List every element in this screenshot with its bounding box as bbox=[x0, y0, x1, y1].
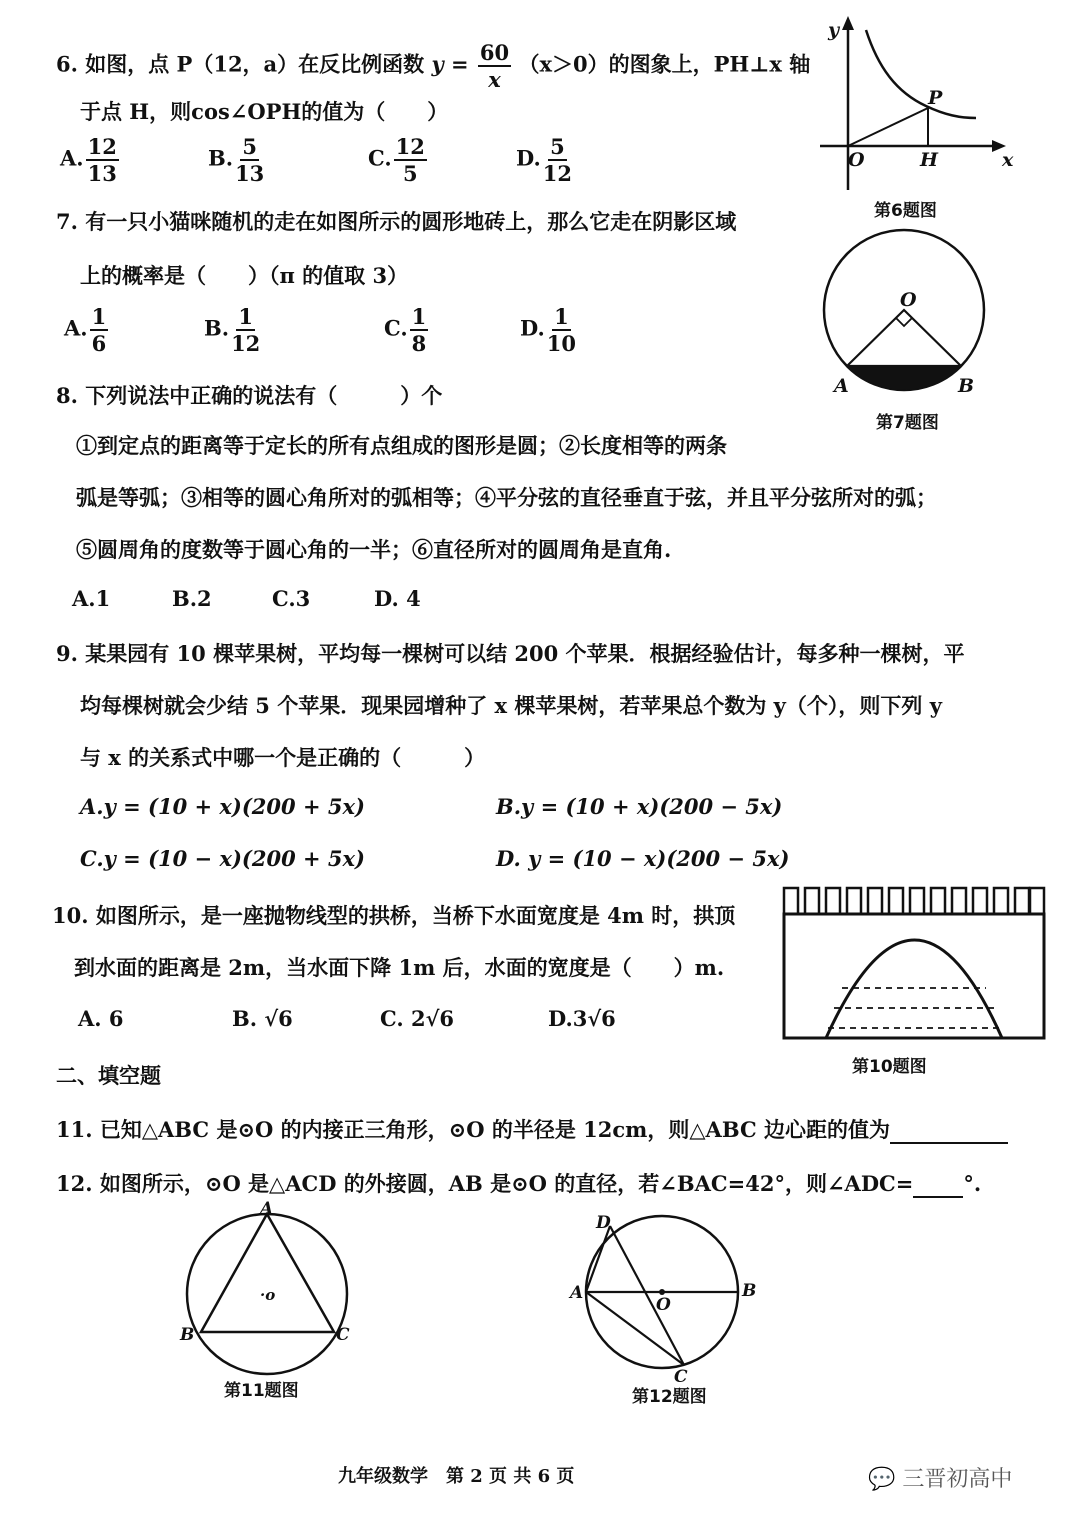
fig7-right-angle-mark bbox=[896, 318, 912, 326]
q6-option-c-num: 12 bbox=[395, 134, 425, 159]
q11-answer-blank[interactable] bbox=[890, 1120, 1008, 1144]
watermark-text: 三晋初高中 bbox=[902, 1467, 1013, 1492]
section2-heading: 二、填空题 bbox=[56, 1063, 161, 1088]
q6-option-b-label: B. bbox=[208, 145, 234, 171]
q7-option-b-den: 12 bbox=[231, 331, 261, 356]
q6-func-fraction bbox=[478, 42, 511, 90]
q7-option-c-num: 1 bbox=[411, 304, 427, 329]
q7-option-a-num: 1 bbox=[91, 304, 107, 329]
q6-option-c-den: 5 bbox=[402, 161, 418, 186]
fig6-label-p: P bbox=[928, 87, 943, 109]
fig7-radii bbox=[847, 310, 961, 366]
fig7-label-o: O bbox=[900, 289, 917, 311]
q6-option-a-num: 12 bbox=[87, 134, 117, 159]
q6-option-a-fraction bbox=[86, 136, 119, 184]
fig11-triangle-abc bbox=[201, 1214, 334, 1332]
fig12-label-o: O bbox=[656, 1295, 671, 1315]
q6-option-b-num: 5 bbox=[242, 134, 257, 159]
q7-option-c[interactable] bbox=[384, 306, 428, 354]
q9-line2: 均每棵树就会少结 5 个苹果．现果园增种了 x 棵苹果树，若苹果总个数为 y（个），则下列 y bbox=[80, 693, 942, 718]
q7-option-a-label: A. bbox=[64, 315, 88, 341]
fig11-label-a: A bbox=[260, 1199, 274, 1219]
q10-option-b[interactable]: B. √6 bbox=[232, 1006, 293, 1031]
fig11-caption: 第11题图 bbox=[224, 1381, 299, 1401]
wechat-icon: 💬 bbox=[868, 1467, 896, 1492]
q6-option-c-label: C. bbox=[368, 145, 392, 171]
fig6-label-h: H bbox=[920, 149, 938, 171]
q7-option-c-den: 8 bbox=[411, 331, 427, 356]
q6-option-a-label: A. bbox=[60, 145, 84, 171]
fig7-label-b: B bbox=[958, 375, 975, 397]
fig7-label-a: A bbox=[834, 375, 849, 397]
q7-line2: 上的概率是（ ）（π 的值取 3） bbox=[80, 263, 409, 288]
fig6-label-y: y bbox=[828, 19, 840, 41]
q8-option-c[interactable]: C.3 bbox=[272, 586, 311, 611]
q6-option-d[interactable] bbox=[516, 136, 572, 184]
q7-option-b-num: 1 bbox=[238, 304, 253, 329]
fig12-chord-dc bbox=[610, 1226, 684, 1365]
q9-line3: 与 x 的关系式中哪一个是正确的（ ） bbox=[80, 745, 486, 770]
q7-option-b[interactable] bbox=[204, 306, 260, 354]
q6-option-d-num: 5 bbox=[550, 134, 565, 159]
q6-option-b-den: 13 bbox=[235, 161, 265, 186]
fig12-chord-ad bbox=[586, 1226, 610, 1292]
fig6-hyperbola-curve bbox=[866, 30, 976, 118]
q7-option-d-fraction bbox=[547, 306, 576, 354]
q7-option-b-fraction bbox=[231, 306, 260, 354]
q6-line1 bbox=[56, 42, 810, 90]
fig6-label-o: O bbox=[848, 149, 865, 171]
fig12-label-d: D bbox=[596, 1213, 611, 1233]
fig7-shaded-segment bbox=[847, 366, 961, 390]
fig7-circle-tile bbox=[818, 230, 998, 400]
q6-line1-post: （x＞0）的图象上，PH⊥x 轴 bbox=[518, 51, 811, 77]
q8-option-a[interactable]: A.1 bbox=[72, 586, 111, 611]
fig11-label-o: ·o bbox=[260, 1286, 276, 1304]
q8-line4: ⑤圆周角的度数等于圆心角的一半；⑥直径所对的圆周角是直角. bbox=[76, 537, 672, 562]
q6-option-d-den: 12 bbox=[542, 161, 573, 186]
q7-option-d-label: D. bbox=[520, 315, 545, 341]
q11-text bbox=[56, 1114, 1008, 1144]
q9-option-a[interactable]: A.y = (10 + x)(200 + 5x) bbox=[80, 794, 365, 819]
q6-option-c-fraction bbox=[394, 136, 427, 184]
q6-option-a-den: 13 bbox=[87, 161, 117, 186]
fig6-y-arrow bbox=[842, 16, 854, 30]
q7-option-c-label: C. bbox=[384, 315, 408, 341]
fig10-railing bbox=[784, 888, 1044, 914]
q8-line1: 8. 下列说法中正确的说法有（ ）个 bbox=[56, 383, 443, 408]
q7-option-d-num: 1 bbox=[554, 304, 569, 329]
q8-option-d[interactable]: D. 4 bbox=[374, 586, 421, 611]
q12-text-content: 12. 如图所示，⊙O 是△ACD 的外接圆，AB 是⊙O 的直径，若∠BAC=42°，则∠ADC= bbox=[56, 1171, 914, 1196]
q8-line3: 弧是等弧；③相等的圆心角所对的弧相等；④平分弦的直径垂直于弦，并且平分弦所对的弧； bbox=[76, 485, 937, 510]
fig6-label-x: x bbox=[1002, 149, 1014, 171]
page-footer: 九年级数学 第 2 页 共 6 页 bbox=[338, 1466, 575, 1487]
q7-line1: 7. 有一只小猫咪随机的走在如图所示的圆形地砖上，那么它走在阴影区域 bbox=[56, 209, 737, 234]
q12-text bbox=[56, 1168, 981, 1198]
fig7-caption: 第7题图 bbox=[876, 413, 939, 433]
q9-option-b[interactable]: B.y = (10 + x)(200 − 5x) bbox=[496, 794, 783, 819]
q6-option-a[interactable] bbox=[60, 136, 119, 184]
q6-line2: 于点 H，则cos∠OPH的值为（ ） bbox=[80, 99, 449, 124]
q10-option-c[interactable]: C. 2√6 bbox=[380, 1006, 454, 1031]
q6-line1-pre: 6. 如图，点 P（12，a）在反比例函数 bbox=[56, 51, 425, 77]
fig12-label-b: B bbox=[742, 1281, 757, 1301]
q10-option-d[interactable]: D.3√6 bbox=[548, 1006, 616, 1031]
q6-func-num: 60 bbox=[479, 40, 510, 65]
fig6-caption: 第6题图 bbox=[874, 201, 937, 221]
fig11-label-c: C bbox=[336, 1325, 350, 1345]
fig10-parabola-arch bbox=[826, 940, 1002, 1038]
q11-text-content: 11. 已知△ABC 是⊙O 的内接正三角形，⊙O 的半径是 12cm，则△ABC 边心距的值为 bbox=[56, 1117, 890, 1142]
q10-line1: 10. 如图所示，是一座抛物线型的拱桥，当桥下水面宽度是 4m 时，拱顶 bbox=[52, 903, 736, 928]
q6-option-d-label: D. bbox=[516, 145, 541, 171]
q8-option-b[interactable]: B.2 bbox=[172, 586, 212, 611]
q6-option-b-fraction bbox=[235, 136, 264, 184]
q9-option-c[interactable]: C.y = (10 − x)(200 + 5x) bbox=[80, 846, 365, 871]
q7-option-b-label: B. bbox=[204, 315, 230, 341]
q7-option-c-fraction bbox=[410, 306, 429, 354]
fig12-label-c: C bbox=[674, 1367, 688, 1387]
q6-func-var: y = bbox=[431, 51, 469, 77]
fig10-arch-bridge bbox=[780, 884, 1048, 1044]
fig11-circle-triangle bbox=[176, 1199, 366, 1378]
q8-line2: ①到定点的距离等于定长的所有点组成的图形是圆；②长度相等的两条 bbox=[76, 433, 727, 458]
q7-option-d[interactable] bbox=[520, 306, 576, 354]
fig10-bridge-body bbox=[784, 914, 1044, 1038]
fig6-segment-op bbox=[848, 108, 928, 146]
fig6-graph bbox=[800, 12, 1030, 202]
fig12-circle-diagram bbox=[566, 1208, 766, 1387]
q6-option-d-fraction bbox=[543, 136, 572, 184]
q7-option-a[interactable] bbox=[64, 306, 108, 354]
q6-option-b[interactable] bbox=[208, 136, 264, 184]
q7-option-a-den: 6 bbox=[91, 331, 107, 356]
q12-answer-blank[interactable] bbox=[913, 1174, 963, 1198]
q12-text-tail: °. bbox=[963, 1171, 982, 1196]
q10-option-a[interactable]: A. 6 bbox=[78, 1006, 124, 1031]
fig12-label-a: A bbox=[570, 1283, 584, 1303]
watermark bbox=[868, 1462, 1012, 1493]
q6-func-den: x bbox=[488, 67, 501, 92]
q10-line2: 到水面的距离是 2m，当水面下降 1m 后，水面的宽度是（ ）m. bbox=[74, 955, 725, 980]
fig11-label-b: B bbox=[180, 1325, 195, 1345]
fig10-caption: 第10题图 bbox=[852, 1057, 927, 1077]
q6-option-c[interactable] bbox=[368, 136, 427, 184]
q9-option-d[interactable]: D. y = (10 − x)(200 − 5x) bbox=[496, 846, 790, 871]
fig12-caption: 第12题图 bbox=[632, 1387, 707, 1407]
q7-option-d-den: 10 bbox=[546, 331, 577, 356]
q9-line1: 9. 某果园有 10 棵苹果树，平均每一棵树可以结 200 个苹果．根据经验估计，每多种一棵树，平 bbox=[56, 641, 965, 666]
q7-option-a-fraction bbox=[90, 306, 109, 354]
